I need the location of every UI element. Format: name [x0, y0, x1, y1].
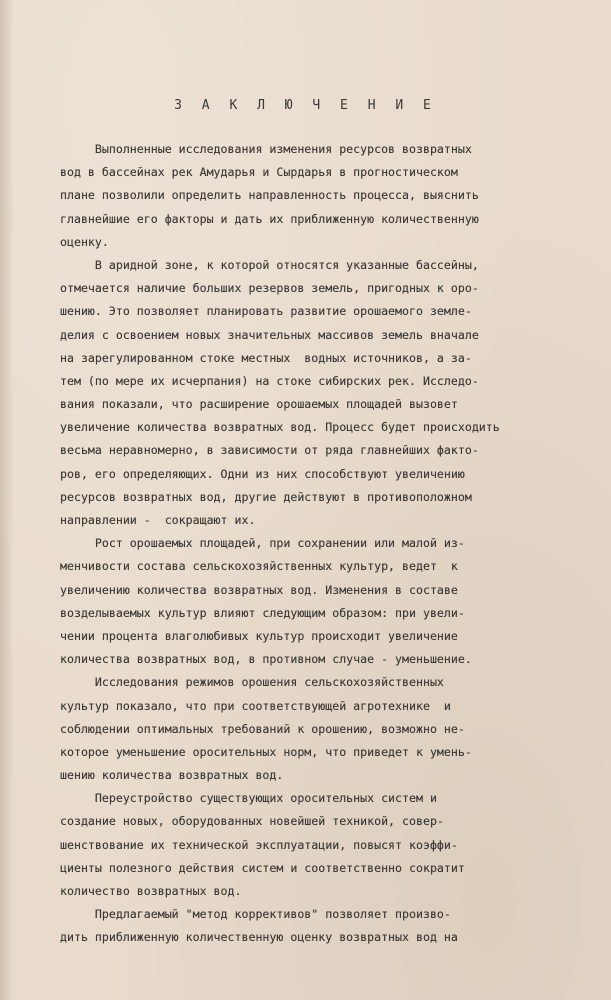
text-line: весьма неравномерно, в зависимости от ряда главнейших факто- — [60, 443, 479, 458]
text-line: вод в бассейнах рек Амударья и Сырдарья в прогностическом — [60, 165, 458, 180]
text-line: тем (по мере их исчерпания) на стоке сибирских рек. Исследо- — [60, 373, 479, 388]
text-line: Рост орошаемых площадей, при сохранении или малой из- — [60, 536, 465, 551]
text-line: циенты полезного действия систем и соответственно сократит — [60, 860, 465, 875]
text-line: шению количества возвратных вод. — [60, 768, 284, 783]
text-line: ров, его определяющих. Одни из них способствуют увеличению — [60, 466, 465, 481]
text-line: Выполненные исследования изменения ресурсов возвратных — [60, 142, 472, 156]
text-line: культур показало, что при соответствующей агротехнике и — [60, 698, 451, 713]
text-line: отмечается наличие больших резервов земель, пригодных к оро- — [60, 281, 479, 296]
text-line: возделываемых культур влияют следующим образом: при увели- — [60, 605, 465, 620]
text-line: дить приближенную количественную оценку возвратных вод на — [60, 930, 458, 945]
text-line: количество возвратных вод. — [60, 884, 242, 898]
text-line: создание новых, оборудованных новейшей техникой, совер- — [60, 814, 444, 829]
text-line: делия с освоением новых значительных массивов земель вначале — [60, 327, 479, 342]
text-line: увеличение количества возвратных вод. Процесс будет происходить — [60, 420, 500, 435]
text-line: плане позволили определить направленность процесса, выяснить — [60, 188, 479, 203]
text-line: вания показали, что расширение орошаемых площадей вызовет — [60, 397, 458, 412]
text-line: шению. Это позволяет планировать развитие орошаемого земле- — [60, 304, 472, 319]
body-text — [60, 138, 580, 950]
text-line: соблюдении оптимальных требований к орошению, возможно не- — [60, 721, 465, 736]
text-line: В аридной зоне, к которой относятся указанные бассейны, — [60, 257, 479, 272]
text-line: количества возвратных вод, в противном случае - уменьшение. — [60, 652, 472, 667]
text-line: менчивости состава сельскохозяйственных культур, ведет к — [60, 559, 458, 574]
page-binding-shadow — [0, 0, 14, 1000]
text-line: оценку. — [60, 234, 109, 249]
text-line: которое уменьшение оросительных норм, что приведет к умень- — [60, 744, 472, 759]
text-line: на зарегулированном стоке местных водных источников, а за- — [60, 350, 472, 365]
text-line: Исследования режимов орошения сельскохозяйственных — [60, 675, 444, 690]
text-line: Переустройство существующих оросительных систем и — [60, 791, 437, 806]
page-title: З А К Л Ю Ч Е Н И Е — [174, 98, 437, 113]
text-line: главнейшие его факторы и дать их приближенную количественную — [60, 211, 479, 226]
text-line: ресурсов возвратных вод, другие действуют в противоположном — [60, 489, 472, 504]
text-line: направлении - сокращают их. — [60, 513, 256, 527]
text-line: Предлагаемый "метод коррективов" позволяет произво- — [60, 907, 451, 922]
text-line: увеличению количества возвратных вод. Изменения в составе — [60, 582, 458, 597]
text-line: шенствование их технической эксплуатации, повысят коэффи- — [60, 837, 458, 852]
text-line: чении процента влаголюбивых культур происходит увеличение — [60, 628, 458, 643]
